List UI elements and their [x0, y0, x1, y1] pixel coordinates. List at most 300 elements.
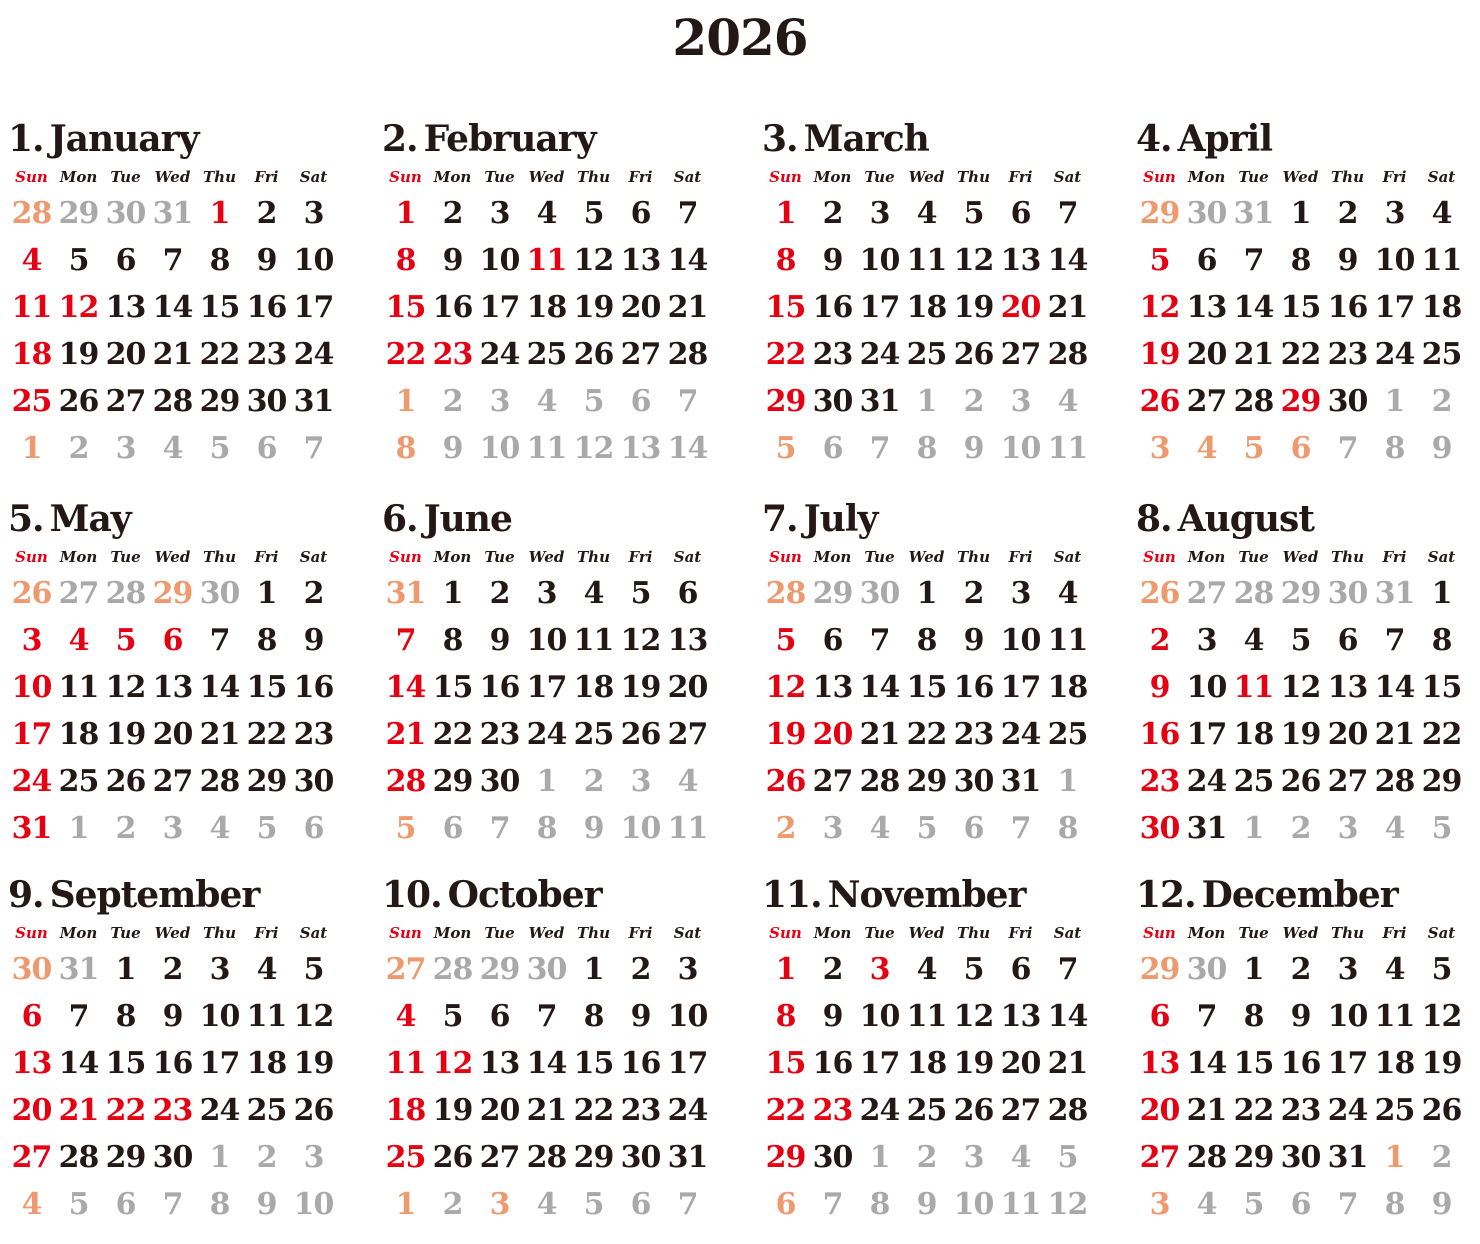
day-cell: 30	[1327, 576, 1368, 611]
day-cell: 27	[812, 764, 853, 799]
day-cell: 14	[1047, 243, 1088, 278]
day-cell: 6	[1196, 243, 1217, 278]
weekday-wed: Wed	[154, 168, 191, 186]
day-cell: 4	[869, 811, 890, 846]
weekday-wed: Wed	[528, 168, 565, 186]
day-cell: 11	[906, 243, 947, 278]
day-cell: 12	[953, 243, 994, 278]
weekday-sat: Sat	[673, 548, 702, 566]
day-cell: 29	[1280, 576, 1321, 611]
day-cell: 7	[677, 196, 698, 231]
day-cell: 3	[21, 623, 42, 658]
day-cell: 4	[916, 952, 937, 987]
day-cell: 8	[256, 623, 277, 658]
day-cell: 20	[1139, 1093, 1180, 1128]
day-cell: 4	[1057, 384, 1078, 419]
day-cell: 6	[303, 811, 324, 846]
day-cell: 22	[765, 337, 806, 372]
day-cell: 22	[1233, 1093, 1274, 1128]
day-cell: 25	[573, 717, 614, 752]
weekday-header	[1136, 168, 1476, 188]
day-cell: 26	[620, 717, 661, 752]
day-cell: 9	[256, 1187, 277, 1222]
day-cell: 12	[620, 623, 661, 658]
day-cell: 10	[620, 811, 661, 846]
weekday-thu: Thu	[203, 924, 236, 942]
day-cell: 26	[1280, 764, 1321, 799]
day-cell: 19	[105, 717, 146, 752]
day-cell: 9	[963, 623, 984, 658]
day-cell: 2	[489, 576, 510, 611]
day-cell: 8	[209, 243, 230, 278]
month-title	[8, 874, 259, 920]
day-cell: 10	[1000, 431, 1041, 466]
day-cell: 4	[395, 999, 416, 1034]
day-cell: 31	[1233, 196, 1274, 231]
day-cell: 15	[765, 1046, 806, 1081]
day-cell: 13	[1186, 290, 1227, 325]
month-number: 12.	[1136, 874, 1196, 916]
day-cell: 15	[199, 290, 240, 325]
weekday-header	[1136, 924, 1476, 944]
month-november	[762, 874, 1102, 1244]
day-cell: 30	[1327, 384, 1368, 419]
day-cell: 2	[963, 384, 984, 419]
day-cell: 13	[152, 670, 193, 705]
day-cell: 25	[11, 384, 52, 419]
day-cell: 4	[1057, 576, 1078, 611]
day-cell: 9	[162, 999, 183, 1034]
weekday-sun: Sun	[769, 168, 802, 186]
day-cell: 18	[246, 1046, 287, 1081]
day-cell: 16	[1139, 717, 1180, 752]
day-cell: 29	[246, 764, 287, 799]
day-cell: 22	[385, 337, 426, 372]
day-cell: 16	[293, 670, 334, 705]
day-cell: 31	[667, 1140, 708, 1175]
month-name: April	[1177, 118, 1273, 160]
day-cell: 28	[859, 764, 900, 799]
day-cell: 5	[583, 196, 604, 231]
weekday-wed: Wed	[154, 548, 191, 566]
day-cell: 30	[479, 764, 520, 799]
day-cell: 3	[115, 431, 136, 466]
day-cell: 4	[536, 196, 557, 231]
weekday-thu: Thu	[957, 168, 990, 186]
day-cell: 23	[1280, 1093, 1321, 1128]
day-cell: 17	[1374, 290, 1415, 325]
day-cell: 17	[526, 670, 567, 705]
day-cell: 5	[963, 196, 984, 231]
day-cell: 6	[1149, 999, 1170, 1034]
day-cell: 22	[432, 717, 473, 752]
day-cell: 20	[152, 717, 193, 752]
weekday-sun: Sun	[15, 168, 48, 186]
month-title	[1136, 498, 1314, 544]
day-cell: 21	[385, 717, 426, 752]
day-cell: 12	[953, 999, 994, 1034]
day-cell: 3	[1384, 196, 1405, 231]
day-cell: 7	[395, 623, 416, 658]
month-title	[382, 498, 512, 544]
month-title	[382, 118, 596, 164]
day-cell: 6	[677, 576, 698, 611]
day-cell: 19	[293, 1046, 334, 1081]
day-cell: 14	[667, 243, 708, 278]
day-cell: 3	[822, 811, 843, 846]
day-cell: 7	[1196, 999, 1217, 1034]
day-cell: 26	[1139, 576, 1180, 611]
weekday-tue: Tue	[1238, 548, 1269, 566]
day-cell: 7	[1337, 431, 1358, 466]
day-cell: 23	[152, 1093, 193, 1128]
day-cell: 4	[1384, 811, 1405, 846]
day-cell: 27	[152, 764, 193, 799]
weekday-sun: Sun	[389, 924, 422, 942]
day-cell: 28	[1047, 337, 1088, 372]
day-cell: 5	[1290, 623, 1311, 658]
day-cell: 19	[620, 670, 661, 705]
day-cell: 28	[1374, 764, 1415, 799]
weekday-sun: Sun	[1143, 924, 1176, 942]
weekday-sun: Sun	[1143, 548, 1176, 566]
month-title	[762, 874, 1026, 920]
day-cell: 30	[246, 384, 287, 419]
day-cell: 28	[105, 576, 146, 611]
day-cell: 24	[199, 1093, 240, 1128]
month-name: May	[49, 498, 131, 540]
day-cell: 30	[812, 1140, 853, 1175]
weekday-tue: Tue	[484, 548, 515, 566]
month-number: 1.	[8, 118, 44, 160]
weekday-mon: Mon	[813, 168, 852, 186]
day-cell: 28	[11, 196, 52, 231]
day-cell: 11	[526, 431, 567, 466]
weekday-fri: Fri	[1382, 168, 1407, 186]
month-august	[1136, 498, 1476, 868]
day-cell: 7	[1384, 623, 1405, 658]
day-cell: 4	[1196, 1187, 1217, 1222]
weekday-tue: Tue	[864, 548, 895, 566]
day-cell: 24	[1327, 1093, 1368, 1128]
month-december	[1136, 874, 1476, 1244]
day-cell: 2	[1431, 1140, 1452, 1175]
day-cell: 4	[916, 196, 937, 231]
day-cell: 2	[822, 952, 843, 987]
day-cell: 28	[667, 337, 708, 372]
day-cell: 30	[859, 576, 900, 611]
day-cell: 22	[765, 1093, 806, 1128]
weekday-header	[382, 168, 722, 188]
day-cell: 2	[775, 811, 796, 846]
day-cell: 26	[1139, 384, 1180, 419]
day-cell: 30	[293, 764, 334, 799]
day-cell: 6	[489, 999, 510, 1034]
day-cell: 9	[1290, 999, 1311, 1034]
day-cell: 15	[432, 670, 473, 705]
day-cell: 19	[1421, 1046, 1462, 1081]
day-cell: 29	[1233, 1140, 1274, 1175]
day-cell: 6	[1290, 1187, 1311, 1222]
day-cell: 24	[11, 764, 52, 799]
day-cell: 12	[1139, 290, 1180, 325]
day-cell: 27	[1000, 337, 1041, 372]
day-cell: 9	[916, 1187, 937, 1222]
day-cell: 29	[199, 384, 240, 419]
day-cell: 25	[1421, 337, 1462, 372]
day-cell: 14	[385, 670, 426, 705]
weekday-sun: Sun	[15, 548, 48, 566]
day-cell: 1	[1243, 952, 1264, 987]
day-cell: 18	[906, 290, 947, 325]
day-cell: 4	[162, 431, 183, 466]
day-cell: 21	[667, 290, 708, 325]
day-cell: 10	[1327, 999, 1368, 1034]
weekday-sat: Sat	[299, 924, 328, 942]
day-cell: 6	[442, 811, 463, 846]
day-cell: 9	[1337, 243, 1358, 278]
day-cell: 8	[583, 999, 604, 1034]
day-cell: 24	[479, 337, 520, 372]
day-cell: 18	[906, 1046, 947, 1081]
weekday-sat: Sat	[673, 924, 702, 942]
weekday-tue: Tue	[864, 924, 895, 942]
weekday-mon: Mon	[1187, 924, 1226, 942]
day-cell: 16	[432, 290, 473, 325]
day-cell: 31	[293, 384, 334, 419]
day-cell: 25	[385, 1140, 426, 1175]
day-cell: 20	[105, 337, 146, 372]
day-cell: 25	[526, 337, 567, 372]
day-cell: 22	[246, 717, 287, 752]
day-cell: 10	[859, 243, 900, 278]
day-cell: 3	[1149, 1187, 1170, 1222]
day-cell: 5	[1057, 1140, 1078, 1175]
day-cell: 26	[432, 1140, 473, 1175]
month-number: 2.	[382, 118, 418, 160]
day-cell: 17	[293, 290, 334, 325]
day-cell: 7	[209, 623, 230, 658]
day-cell: 1	[395, 384, 416, 419]
day-cell: 6	[1337, 623, 1358, 658]
day-cell: 1	[1384, 1140, 1405, 1175]
day-cell: 29	[765, 384, 806, 419]
day-cell: 4	[1431, 196, 1452, 231]
day-cell: 7	[1057, 952, 1078, 987]
month-number: 9.	[8, 874, 44, 916]
weekday-tue: Tue	[864, 168, 895, 186]
day-cell: 1	[21, 431, 42, 466]
day-cell: 8	[1431, 623, 1452, 658]
day-cell: 30	[199, 576, 240, 611]
day-cell: 23	[812, 1093, 853, 1128]
weekday-thu: Thu	[957, 548, 990, 566]
day-cell: 11	[1421, 243, 1462, 278]
day-cell: 5	[1149, 243, 1170, 278]
day-cell: 4	[677, 764, 698, 799]
month-title	[8, 498, 131, 544]
day-cell: 23	[293, 717, 334, 752]
day-cell: 11	[11, 290, 52, 325]
month-number: 8.	[1136, 498, 1172, 540]
weekday-thu: Thu	[577, 168, 610, 186]
day-cell: 18	[11, 337, 52, 372]
day-cell: 6	[115, 243, 136, 278]
day-cell: 2	[115, 811, 136, 846]
weekday-mon: Mon	[1187, 548, 1226, 566]
weekday-header	[8, 168, 348, 188]
day-cell: 2	[822, 196, 843, 231]
day-cell: 6	[256, 431, 277, 466]
day-cell: 15	[1233, 1046, 1274, 1081]
day-cell: 31	[1000, 764, 1041, 799]
weekday-fri: Fri	[254, 924, 279, 942]
month-title	[1136, 874, 1398, 920]
day-cell: 24	[859, 1093, 900, 1128]
month-number: 4.	[1136, 118, 1172, 160]
day-cell: 15	[246, 670, 287, 705]
day-cell: 3	[869, 952, 890, 987]
day-cell: 30	[1186, 196, 1227, 231]
day-cell: 17	[859, 1046, 900, 1081]
day-cell: 2	[256, 196, 277, 231]
weekday-sun: Sun	[389, 168, 422, 186]
month-name: July	[803, 498, 878, 540]
day-cell: 28	[385, 764, 426, 799]
month-title	[762, 118, 929, 164]
day-cell: 2	[1337, 196, 1358, 231]
day-cell: 12	[105, 670, 146, 705]
day-cell: 28	[1233, 384, 1274, 419]
day-cell: 23	[1327, 337, 1368, 372]
day-cell: 5	[775, 431, 796, 466]
day-cell: 3	[209, 952, 230, 987]
day-cell: 27	[1000, 1093, 1041, 1128]
day-cell: 6	[822, 623, 843, 658]
weekday-sat: Sat	[1053, 168, 1082, 186]
day-cell: 30	[953, 764, 994, 799]
day-cell: 27	[1327, 764, 1368, 799]
day-cell: 27	[620, 337, 661, 372]
day-cell: 20	[812, 717, 853, 752]
weekday-mon: Mon	[1187, 168, 1226, 186]
day-cell: 7	[162, 1187, 183, 1222]
day-cell: 15	[1421, 670, 1462, 705]
day-cell: 8	[1057, 811, 1078, 846]
month-title	[1136, 118, 1272, 164]
weekday-sat: Sat	[1427, 548, 1456, 566]
day-cell: 29	[432, 764, 473, 799]
day-cell: 13	[1327, 670, 1368, 705]
weekday-fri: Fri	[1008, 168, 1033, 186]
day-cell: 14	[1047, 999, 1088, 1034]
day-cell: 23	[812, 337, 853, 372]
day-cell: 4	[536, 384, 557, 419]
weekday-wed: Wed	[908, 924, 945, 942]
day-cell: 8	[916, 431, 937, 466]
day-cell: 17	[667, 1046, 708, 1081]
day-cell: 31	[11, 811, 52, 846]
day-cell: 26	[573, 337, 614, 372]
day-cell: 15	[105, 1046, 146, 1081]
day-cell: 12	[1421, 999, 1462, 1034]
day-cell: 1	[395, 196, 416, 231]
day-cell: 13	[667, 623, 708, 658]
day-cell: 2	[1290, 811, 1311, 846]
day-cell: 1	[68, 811, 89, 846]
day-cell: 1	[869, 1140, 890, 1175]
day-cell: 7	[536, 999, 557, 1034]
day-cell: 27	[11, 1140, 52, 1175]
day-cell: 29	[58, 196, 99, 231]
day-cell: 8	[395, 431, 416, 466]
day-cell: 15	[765, 290, 806, 325]
weekday-mon: Mon	[59, 924, 98, 942]
day-cell: 10	[953, 1187, 994, 1222]
day-cell: 7	[1337, 1187, 1358, 1222]
weekday-header	[1136, 548, 1476, 568]
day-cell: 10	[293, 243, 334, 278]
day-cell: 27	[1186, 576, 1227, 611]
year-title: 2026	[672, 8, 808, 67]
weekday-mon: Mon	[433, 168, 472, 186]
day-cell: 16	[812, 1046, 853, 1081]
day-cell: 14	[1374, 670, 1415, 705]
weekday-wed: Wed	[908, 168, 945, 186]
day-cell: 14	[526, 1046, 567, 1081]
day-cell: 21	[1047, 290, 1088, 325]
month-name: June	[423, 498, 512, 540]
day-cell: 22	[906, 717, 947, 752]
day-cell: 26	[953, 337, 994, 372]
weekday-mon: Mon	[59, 548, 98, 566]
day-cell: 3	[489, 1187, 510, 1222]
day-cell: 13	[1139, 1046, 1180, 1081]
day-cell: 8	[1243, 999, 1264, 1034]
day-cell: 24	[526, 717, 567, 752]
day-cell: 25	[246, 1093, 287, 1128]
day-cell: 6	[1010, 952, 1031, 987]
day-cell: 7	[489, 811, 510, 846]
weekday-thu: Thu	[1331, 168, 1364, 186]
day-cell: 21	[1047, 1046, 1088, 1081]
weekday-sat: Sat	[299, 548, 328, 566]
day-cell: 7	[162, 243, 183, 278]
weekday-thu: Thu	[203, 548, 236, 566]
day-cell: 28	[765, 576, 806, 611]
weekday-fri: Fri	[628, 548, 653, 566]
day-cell: 13	[105, 290, 146, 325]
day-cell: 6	[630, 196, 651, 231]
day-cell: 3	[630, 764, 651, 799]
month-april	[1136, 118, 1476, 488]
day-cell: 7	[822, 1187, 843, 1222]
day-cell: 9	[630, 999, 651, 1034]
day-cell: 6	[162, 623, 183, 658]
day-cell: 1	[209, 196, 230, 231]
day-cell: 28	[58, 1140, 99, 1175]
weekday-tue: Tue	[110, 924, 141, 942]
day-cell: 10	[11, 670, 52, 705]
weekday-sat: Sat	[299, 168, 328, 186]
day-cell: 30	[1186, 952, 1227, 987]
day-cell: 9	[303, 623, 324, 658]
day-cell: 10	[667, 999, 708, 1034]
month-title	[762, 498, 877, 544]
day-cell: 15	[1280, 290, 1321, 325]
day-cell: 3	[303, 196, 324, 231]
weekday-tue: Tue	[110, 168, 141, 186]
